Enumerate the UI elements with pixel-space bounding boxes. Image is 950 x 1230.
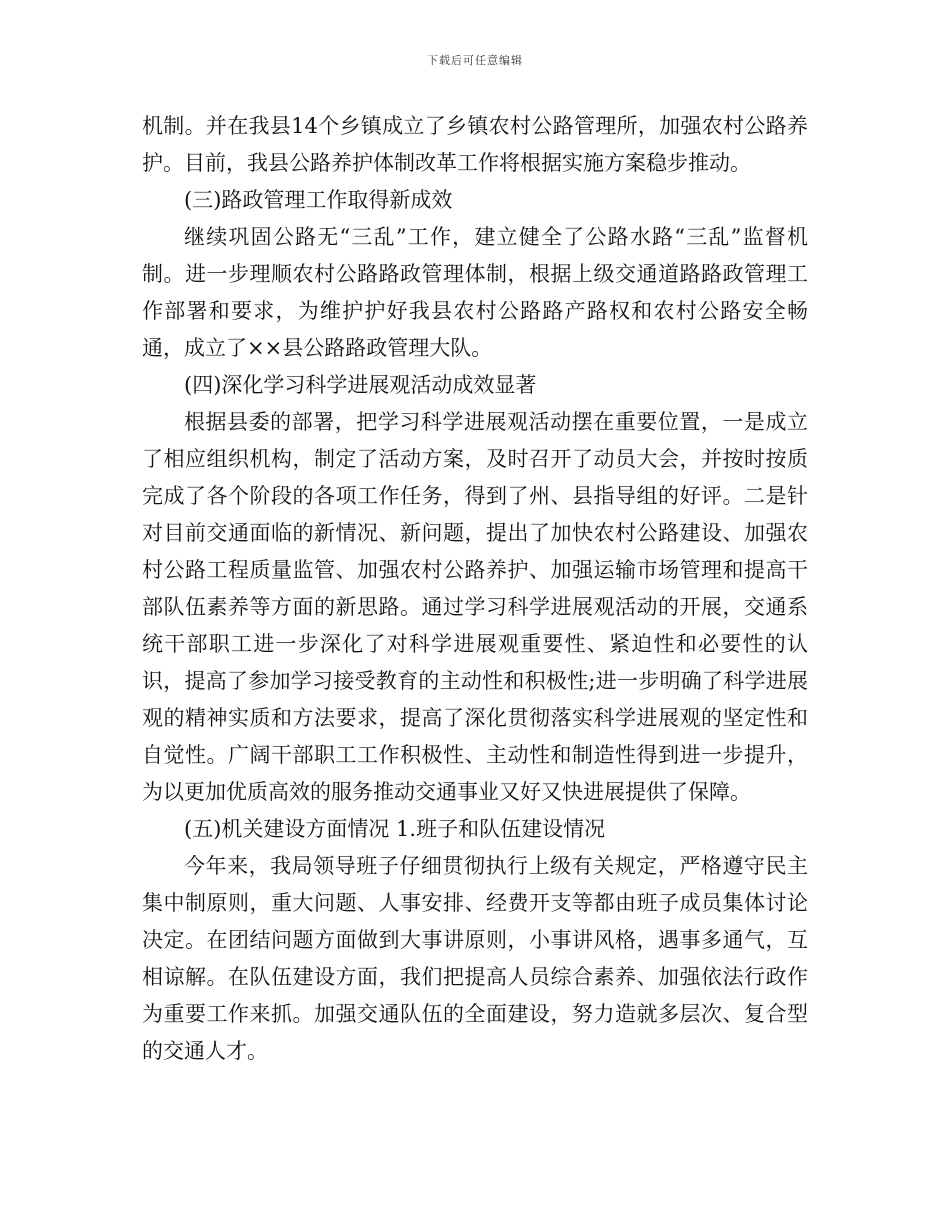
page-header: 下载后可任意编辑 xyxy=(427,54,523,67)
paragraph: 继续巩固公路无“三乱”工作，建立健全了公路水路“三乱”监督机制。进一步理顺农村公路路政管理体制，根据上级交通道路路政管理工作部署和要求，为维护护好我县农村公路路产路权和农村公路安全畅通，成立了××县公路路政管理大队。 xyxy=(142,225,808,360)
paragraph-continued: 机制。并在我县14个乡镇成立了乡镇农村公路管理所，加强农村公路养护。目前，我县公路养护体制改革工作将根据实施方案稳步推动。 xyxy=(142,114,808,175)
paragraph: 今年来，我局领导班子仔细贯彻执行上级有关规定，严格遵守民主集中制原则，重大问题、人事安排、经费开支等都由班子成员集体讨论决定。在团结问题方面做到大事讲原则，小事讲风格，遇事多通气，互相谅解。在队伍建设方面，我们把提高人员综合素养、加强依法行政作为重要工作来抓。加强交通队伍的全面建设，努力造就多层次、复合型的交通人才。 xyxy=(142,854,808,1063)
paragraph: 根据县委的部署，把学习科学进展观活动摆在重要位置，一是成立了相应组织机构，制定了活动方案，及时召开了动员大会，并按时按质完成了各个阶段的各项工作任务，得到了州、县指导组的好评。二是针对目前交通面临的新情况、新问题，提出了加快农村公路建设、加强农村公路工程质量监管、加强农村公路养护、加强运输市场管理和提高干部队伍素养等方面的新思路。通过学习科学进展观活动的开展，交通系统干部职工进一步深化了对科学进展观重要性、紧迫性和必要性的认识，提高了参加学习接受教育的主动性和积极性;进一步明确了科学进展观的精神实质和方法要求，提高了深化贯彻落实科学进展观的坚定性和自觉性。广阔干部职工工作积极性、主动性和制造性得到进一步提升，为以更加优质高效的服务推动交通事业又好又快进展提供了保障。 xyxy=(142,410,808,804)
section-heading-3: (三)路政管理工作取得新成效 xyxy=(184,188,453,212)
document-body xyxy=(142,108,808,1070)
section-heading-4: (四)深化学习科学进展观活动成效显著 xyxy=(184,373,537,397)
section-heading-5: (五)机关建设方面情况 1.班子和队伍建设情况 xyxy=(184,817,606,841)
